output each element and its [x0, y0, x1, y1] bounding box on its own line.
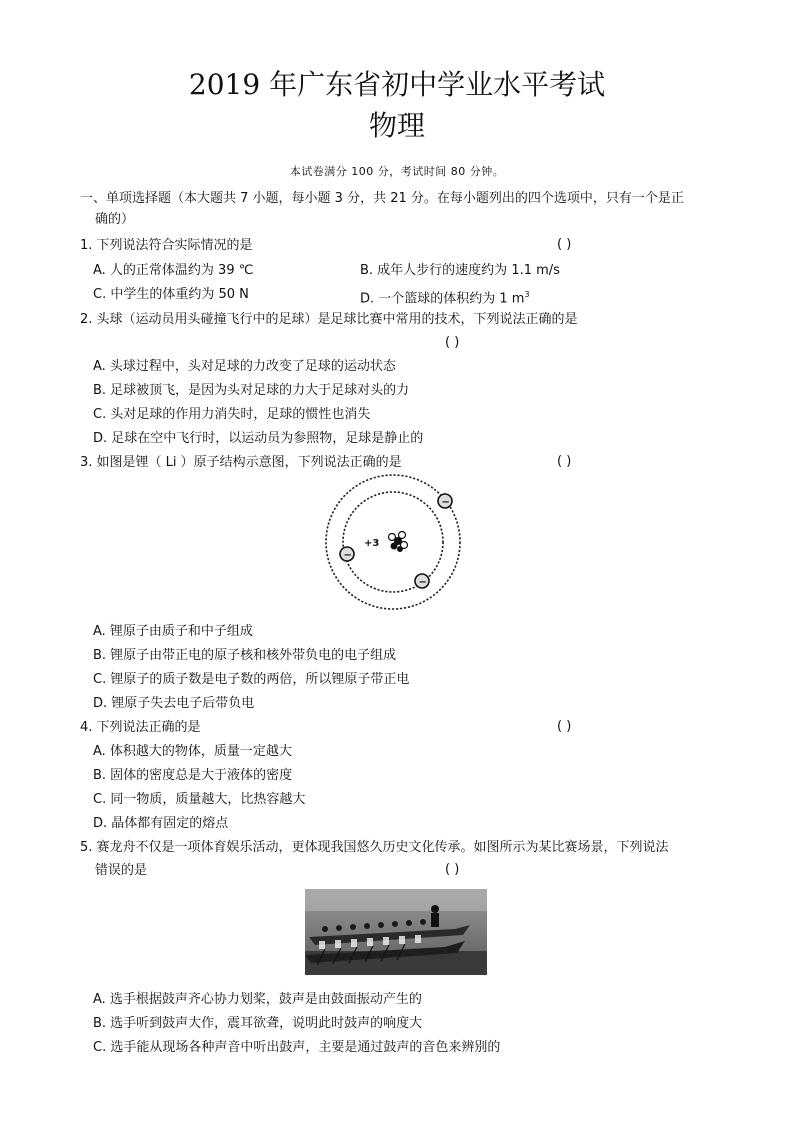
question-4-option-d: D. 晶体都有固定的熔点 — [93, 816, 229, 831]
question-5-option-a: A. 选手根据鼓声齐心协力划桨，鼓声是由鼓面振动产生的 — [93, 992, 422, 1007]
question-4-option-b: B. 固体的密度总是大于液体的密度 — [93, 768, 293, 783]
dragon-boat-photo — [305, 889, 487, 975]
electron-icon — [340, 547, 354, 561]
question-1-stem: 1. 下列说法符合实际情况的是 — [80, 238, 253, 253]
question-2-stem: 2. 头球（运动员用头碰撞飞行中的足球）是足球比赛中常用的技术，下列说法正确的是 — [80, 312, 578, 327]
nucleus — [389, 532, 408, 553]
question-3-option-b: B. 锂原子由带正电的原子核和核外带负电的电子组成 — [93, 648, 397, 663]
question-4-stem: 4. 下列说法正确的是 — [80, 720, 201, 735]
answer-paren-2: ( ) — [445, 335, 460, 350]
subject-title: 物理 — [368, 109, 425, 142]
question-5-option-c: C. 选手能从现场各种声音中听出鼓声，主要是通过鼓声的音色来辨别的 — [93, 1040, 501, 1055]
electron-label: − — [441, 497, 450, 508]
question-3-stem: 3. 如图是锂（ Li ）原子结构示意图，下列说法正确的是 — [80, 455, 402, 470]
question-4-option-c: C. 同一物质，质量越大，比热容越大 — [93, 792, 306, 807]
question-2-option-c: C. 头对足球的作用力消失时，足球的惯性也消失 — [93, 407, 371, 422]
question-5-option-b: B. 选手听到鼓声大作，震耳欲聋，说明此时鼓声的响度大 — [93, 1016, 423, 1031]
section-heading: 一、单项选择题（本大题共 7 小题，每小题 3 分，共 21 分。在每小题列出的四个选项中，只有一个是正 — [80, 191, 684, 206]
exam-note: 本试卷满分 100 分，考试时间 80 分钟。 — [289, 165, 505, 178]
question-4-option-a: A. 体积越大的物体，质量一定越大 — [93, 744, 292, 759]
electron-icon — [415, 574, 429, 588]
answer-paren-4: ( ) — [557, 719, 572, 734]
lithium-atom-figure — [318, 470, 468, 620]
question-2-option-d: D. 足球在空中飞行时，以运动员为参照物，足球是静止的 — [93, 431, 424, 446]
electron-label: − — [418, 577, 427, 588]
question-1-option-c: C. 中学生的体重约为 50 N — [93, 287, 249, 302]
section-heading-cont: 确的） — [95, 212, 135, 227]
question-5-stem-cont: 错误的是 — [95, 863, 148, 878]
question-2-option-a: A. 头球过程中，头对足球的力改变了足球的运动状态 — [93, 359, 396, 374]
answer-paren-5: ( ) — [445, 862, 460, 877]
question-5-stem: 5. 赛龙舟不仅是一项体育娱乐活动，更体现我国悠久历史文化传承。如图所示为某比赛场景，下列说法 — [80, 840, 669, 855]
question-1-option-b: B. 成年人步行的速度约为 1.1 m/s — [360, 263, 560, 278]
electron-icon — [438, 494, 452, 508]
nucleus-charge-label: +3 — [364, 538, 380, 549]
question-3-option-c: C. 锂原子的质子数是电子数的两倍，所以锂原子带正电 — [93, 672, 410, 687]
electron-label: − — [343, 550, 352, 561]
answer-paren-3: ( ) — [557, 454, 572, 469]
option-d-superscript: 3 — [524, 290, 530, 299]
question-1-option-d — [360, 286, 530, 308]
answer-paren-1: ( ) — [557, 237, 572, 252]
question-1-option-a: A. 人的正常体温约为 39 ℃ — [93, 263, 254, 278]
question-3-option-d: D. 锂原子失去电子后带负电 — [93, 696, 255, 711]
exam-title: 2019 年广东省初中学业水平考试 — [188, 68, 606, 101]
question-3-option-a: A. 锂原子由质子和中子组成 — [93, 624, 253, 639]
dragon-boat-scene — [305, 889, 487, 975]
option-d-text: D. 一个篮球的体积约为 1 m — [360, 291, 525, 307]
question-2-option-b: B. 足球被顶飞，是因为头对足球的力大于足球对头的力 — [93, 383, 410, 398]
